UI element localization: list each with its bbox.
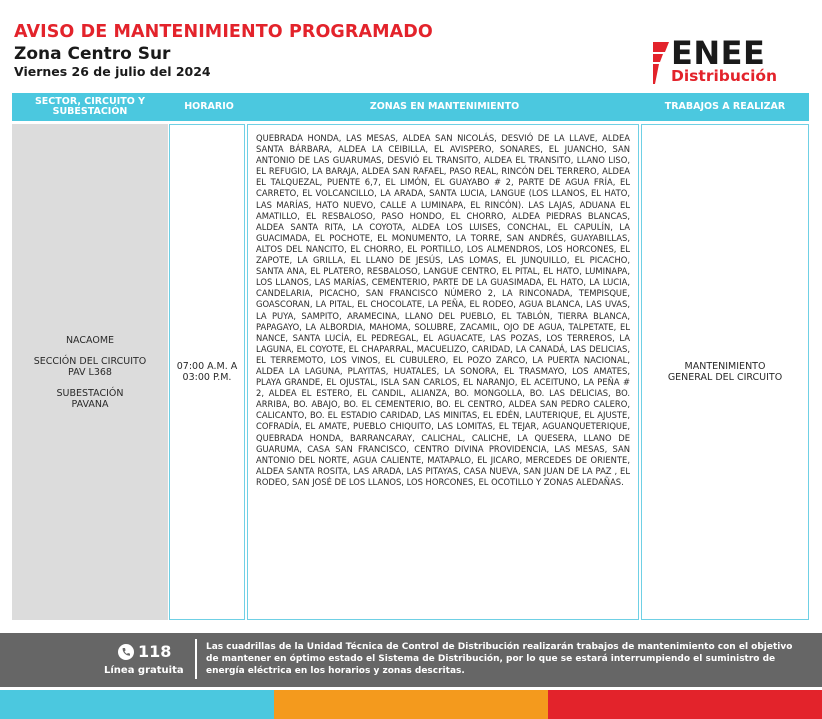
sector-cell	[12, 124, 168, 620]
stripe-red	[548, 690, 822, 719]
works-text: MANTENIMIENTO GENERAL DEL CIRCUITO	[667, 361, 783, 383]
footer-divider	[195, 639, 197, 679]
schedule-text: 07:00 A.M. A 03:00 P.M.	[176, 361, 238, 383]
footer-notice: Las cuadrillas de la Unidad Técnica de Control de Distribución realizarán trabajos de mantenimiento con el objetivo de mantener en óptimo estado el Sistema de Distribución, por lo que se estará interrumpiendo el suministro de energía eléctrica en los horarios y zonas descritas.	[206, 642, 793, 676]
sector-name: NACAOME	[65, 334, 115, 346]
zone-name: Zona Centro Sur	[14, 44, 171, 64]
phone-label: Línea gratuita	[104, 665, 184, 676]
header-sector: SECTOR, CIRCUITO Y SUBESTACIÓN	[34, 96, 146, 117]
header-zonas: ZONAS EN MANTENIMIENTO	[369, 101, 520, 112]
notice-date: Viernes 26 de julio del 2024	[14, 64, 211, 79]
works-cell	[641, 124, 809, 620]
logo-subtitle: Distribución	[671, 67, 778, 85]
header-trabajos: TRABAJOS A REALIZAR	[664, 101, 786, 112]
enee-flag-icon	[649, 40, 671, 84]
logo-brand: ENEE	[671, 34, 766, 72]
enee-logo	[649, 34, 799, 88]
zones-list: QUEBRADA HONDA, LAS MESAS, ALDEA SAN NICOLÁS, DESVIÓ DE LA LLAVE, ALDEA SANTA BÁRBARA, ALDEA LA CEIBILLA, EL AVISPERO, SONARES, EL JUANCHO, SAN ANTONIO DE LAS GUARUMAS, DESVIÓ EL TRANSITO, ALDEA EL TRANSITO, LLANO LISO, EL REFUGIO, LA BARAJA, ALDEA SAN RAFAEL, PASO REAL, RINCÓN DEL TERRERO, ALDEA EL TALQUEZAL, PUENTE 6,7, EL LIMÓN, EL GUAYABO # 2, PARTE DE AGUA FRÍA, EL CARRETO, EL VOLCANCILLO, LA ARADA, SANTA LUCIA, LANGUE (LOS LLANOS, EL HATO, LAS MARÍAS, HATO NUEVO, CALLE A LUMINAPA, EL RINCÓN). LAS LAJAS, ADUANA EL AMATILLO, EL RESBALOSO, PASO HONDO, EL CHORRO, ALDEA PIEDRAS BLANCAS, ALDEA SANTA RITA, LA COYOTA, ALDEA LOS LUISES, CONCHAL, EL CAPULÍN, LA GUACIMADA, EL POCHOTE, EL MONUMENTO, LA TORRE, SAN ANDRÉS, GUAYABILLAS, ALTOS DEL NANCITO, EL CHORRO, EL PORTILLO, LOS ALMENDROS, LOS HORCONES, EL ZAPOTE, LA GRILLA, EL LLANO DE JESÚS, LAS LOMAS, EL JUNQUILLO, EL PICACHO, SANTA ANA, EL PLATERO, RESBALOSO, LANGUE CENTRO, EL PITAL, EL HATO, LUMINAPA, LOS LLANOS, LAS MARÍAS, CEMENTERIO, PARTE DE LA GUASIMADA, EL HATO, LA LUCIA, CANDELARIA, PICACHO, SAN FRANCISCO NÚMERO 2, LA RINCONADA, TEMPISQUE, GOASCORAN, LA PITAL, EL CHOCOLATE, LA PEÑA, EL RODEO, AGUA BLANCA, LAS UVAS, LA PUYA, SAMPITO, ARAMECINA, LLANO DEL PUEBLO, EL TABLÓN, TIERRA BLANCA, PAPAGAYO, LA ALBORDIA, MAHOMA, SOLUBRE, ZACAMIL, OJO DE AGUA, TALPETATE, EL NANCE, SANTA LUCÍA, EL PEDREGAL, EL AGUACATE, LAS POZAS, LOS TERREROS, LA LAGUNA, EL COYOTE, EL CHAPARRAL, MACUELIZO, CARIDAD, LA CANADÁ, LAS DELICIAS, EL TERREMOTO, LOS VINOS, EL CUBULERO, EL POZO ZARCO, LA PUERTA NACIONAL, ALDEA LA LAGUNA, PLAYITAS, HUATALES, LA SONORA, EL TRASMAYO, LOS AMATES, PLAYA GRANDE, EL OJUSTAL, ISLA SAN CARLOS, EL NARANJO, EL ACEITUNO, LA PEÑA # 2, ALDEA EL ESTERO, EL CANDIL, ALIANZA, BO. MONGOLLA, BO. LAS DELICIAS, BO. ARRIBA, BO. ABAJO, BO. EL CEMENTERIO, BO. EL CENTRO, ALDEA SAN PEDRO CALERO, CALICANTO, BO. EL ESTADIO CARIDAD, LAS MINITAS, EL EDÉN, LAUTERIQUE, EL AJUSTE, COFRADÍA, EL AMATE, PUEBLO CHIQUITO, LAS LOMITAS, EL TEJAR, AGUANQUETERIQUE, QUEBRADA HONDA, BARRANCARAY, CALICHAL, CALICHE, LA QUESERA, LLANO DE GUARUMA, CASA SAN FRANCISCO, CENTRO DIVINA PROVIDENCIA, LAS MESAS, SAN ANTONIO DEL NORTE, AGUA CALIENTE, MATAPALO, EL JICARO, MERCEDES DE ORIENTE, ALDEA SANTA ROSITA, LAS ARADA, LAS PITAYAS, CASA NUEVA, SAN JUAN DE LA PAZ , EL RODEO, SAN JOSÉ DE LOS LLANOS, LOS HORCONES, EL OCOTILLO Y ZONAS ALEDAÑAS.	[256, 133, 630, 487]
table-header	[12, 93, 809, 121]
substation-name: SUBESTACIÓN PAVANA	[56, 387, 124, 410]
schedule-cell	[169, 124, 245, 620]
footer-bar	[0, 633, 822, 687]
zones-cell	[247, 124, 639, 620]
circuit-name: SECCIÓN DEL CIRCUITO PAV L368	[33, 355, 147, 378]
notice-title: AVISO DE MANTENIMIENTO PROGRAMADO	[14, 22, 433, 42]
stripe-cyan	[0, 690, 274, 719]
stripe-orange	[274, 690, 548, 719]
phone-icon	[118, 644, 134, 660]
phone-number: 118	[138, 642, 172, 661]
header-horario: HORARIO	[184, 101, 234, 112]
